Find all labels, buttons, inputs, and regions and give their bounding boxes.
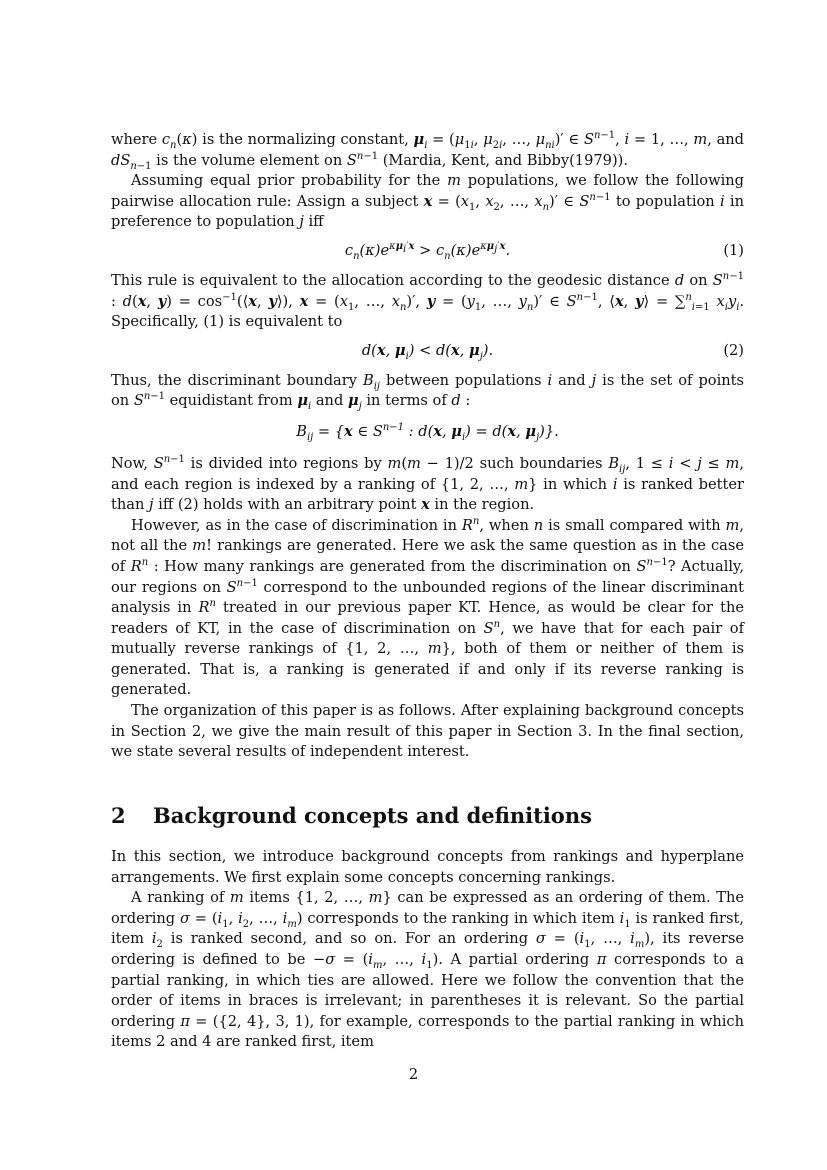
equation-boundary: $B_{ij} = \{x$ ∈ $S^{n-1}$ : d(x, $\mu_i) = d(x$, $\mu_j$)}.: [296, 422, 559, 443]
section-title: Background concepts and definitions: [153, 803, 592, 828]
paragraph-regions: Now, $S^{n-1}$ is divided into regions by m(m − 1)/2 such boundaries $B_{ij}$, 1 ≤ i < j ≤ m, and each region is indexed by a ranking of {1, 2, …, m} in which i is ranked better than j iff (2) holds with an arbitrary point x in the region.: [111, 454, 745, 514]
paragraph-allocation-rule: Assuming equal prior probability for the m populations, we follow the following pairwise allocation rule: Assign a subject $x = (x_1$, $x_2$, …, $x_n)'$ ∈ $S^{n-1}$ to population i in preference to population j iff: [111, 172, 744, 231]
section-2-body: [111, 847, 744, 1053]
page-number: 2: [408, 1066, 419, 1083]
section-2: [111, 803, 744, 829]
equation-1-number: (1): [723, 241, 744, 259]
intro-block: [111, 130, 744, 763]
paragraph-however: However, as in the case of discrimination in $R^n$, when n is small compared with m, not all the m! rankings are generated. Here we ask the same question as in the case of $R^n$ : How many rankings are generated from the discrimination on $S^{n-1}$? Actually, our regions on $S^{n-1}$ correspond to the unbounded regions of the linear discriminant analysis in $R^n$ treated in our previous paper KT. Hence, as would be clear for the readers of KT, in the case of discrimination on $S^n$, we have that for each pair of mutually reverse rankings of {1, 2, …, m}, both of them or neither of them is generated. That is, a ranking is generated if and only if its reverse ranking is generated.: [111, 515, 744, 699]
equation-2-number: (2): [723, 341, 744, 359]
paragraph-normalizing: where $c_n(\kappa)$ is the normalizing constant, $\mu_i = (\mu_{1i}$, $\mu_{2i}$, …, $\mu_{ni})'$ ∈ $S^{n-1}$, i = 1, …, m, and $dS_{n-1}$ is the volume element on $S^{n-1}$ (Mardia, Kent, and Bibby(1979)).: [111, 130, 745, 172]
paragraph-geodesic: This rule is equivalent to the allocation according to the geodesic distance d on $S^{n-1}$ : d(x, $y) = \cos^{-1}(⟨x$, y⟩), $x = (x_1$, …, $x_n)'$, $y = (y_1$, …, $y_n)'$ ∈ $S^{n-1}$, ⟨x, y⟩ = ∑$^n_{i=1}$ $x_iy_i$. Specifically, (1) is equivalent to: [111, 271, 745, 331]
equation-1: $c_n(\kappa)e^{\kappa\mu_i'x} > c_n(\kappa)e^{\kappa\mu_j'x}$. (1): [344, 241, 744, 262]
paragraph-boundary: Thus, the discriminant boundary $B_{ij}$ between populations i and j is the set of points on $S^{n-1}$ equidistant from $\mu_i$ and $\mu_j$ in terms of d :: [111, 371, 744, 413]
paragraph-section-intro: In this section, we introduce background concepts from rankings and hyperplane arrangements. We first explain some concepts concerning rankings.: [111, 848, 744, 886]
paragraph-organization: The organization of this paper is as follows. After explaining background concepts in Section 2, we give the main result of this paper in Section 3. In the final section, we state several results of independent interest.: [111, 702, 744, 761]
section-heading: [111, 803, 744, 829]
equation-2: d(x, $\mu_i) < d(x$, $\mu_j$). (2): [361, 341, 744, 362]
section-number: 2: [111, 803, 126, 828]
paragraph-ranking-definition: A ranking of m items {1, 2, …, m} can be expressed as an ordering of them. The ordering $\sigma = (i_1$, $i_2$, …, $i_m$) corresponds to the ranking in which item $i_1$ is ranked first, item $i_2$ is ranked second, and so on. For an ordering $\sigma = (i_1$, …, $i_m$), its reverse ordering is defined to be $-\sigma = (i_m$, …, $i_1$). A partial ordering π corresponds to a partial ranking, in which ties are allowed. Here we follow the convention that the order of items in braces is irrelevant; in parentheses it is relevant. So the partial ordering π = ({2, 4}, 3, 1), for example, corresponds to the partial ranking in which items 2 and 4 are ranked first, item: [111, 889, 744, 1051]
